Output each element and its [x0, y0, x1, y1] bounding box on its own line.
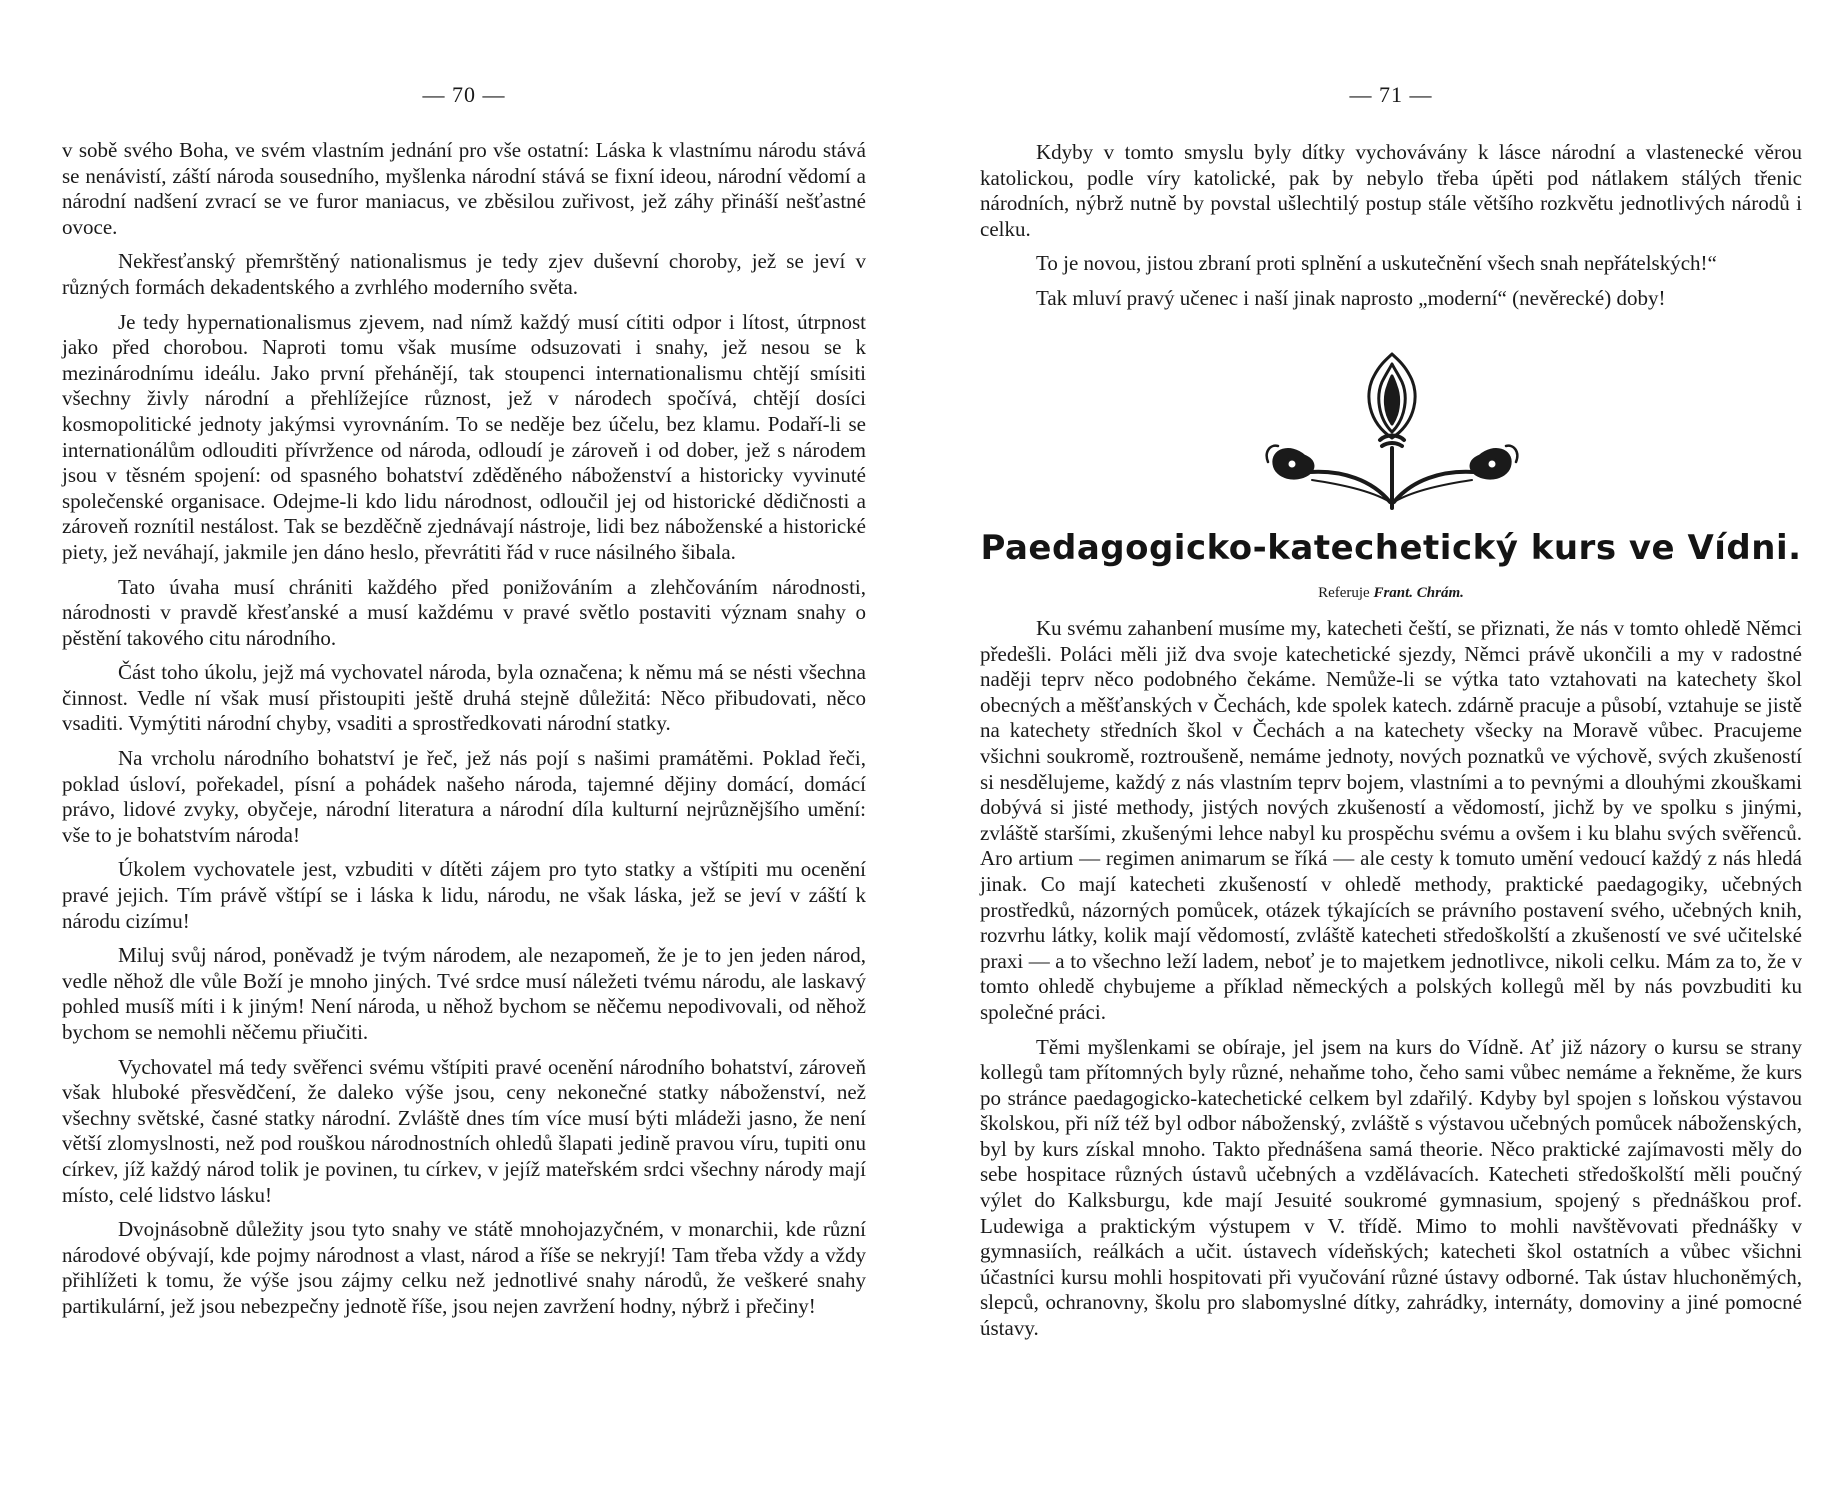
paragraph: Miluj svůj národ, poněvadž je tvým národem, ale nezapomeň, že je to jen jeden národ, vedle něhož dle vůle Boží je mnoho jiných. Tvé srdce musí náležeti tvému národu, ale laskavý pohled musíš míti i k jiným! Není národa, u něhož bychom se něčemu nepodivovali, od něhož bychom se nemohli něčemu přiučiti.: [62, 943, 866, 1044]
article-title: Paedagogicko-katechetický kurs ve Vídni.: [980, 528, 1802, 568]
paragraph: Těmi myšlenkami se obíraje, jel jsem na kurs do Vídně. Ať již názory o kursu se strany kollegů tam přítomných byly různé, nehaňme toho, čeho sami vůbec nemáme a řekněme, že kurs po stránce paedagogicko-katechetické celkem byl zdařilý. Kdyby byl spojen s loňskou výstavou školskou, při níž též byl odbor náboženský, zvláště s výstavou učebných pomůcek náboženských, byl by kurs získal mnoho. Takto přednášena samá theorie. Něco praktické zajímavosti měly do sebe hospitace různých ústavů učebných a vzdělávacích. Katecheti středoškolští měli poučný výlet do Kalksburgu, kde mají Jesuité soukromé gymnasium, spojený s přednáškou prof. Ludewiga a praktickým výstupem v V. třídě. Mimo to mohli navštěvovati přednášky v gymnasiích, reálkách a učit. ústavech vídeňských; katecheti škol ostatních a vůbec všichni účastníci kursu mohli hospitovati při vyučování různé ústavy odborné. Tak ústav hluchoněmých, slepců, ochranovny, školu pro slabomyslné dítky, zahrádky, internáty, domoviny a jiné pomocné ústavy.: [980, 1034, 1802, 1341]
byline-prefix: Referuje: [1318, 585, 1370, 601]
paragraph: Část toho úkolu, jejž má vychovatel národa, byla označena; k němu má se nésti všechna činnost. Vedle ní však musí přistoupiti ještě druhá stejně důležitá: Něco přibudovati, něco vsaditi. Vymýtiti národní chyby, vsaditi a sprostředkovati národní statky.: [62, 660, 866, 736]
paragraph: v sobě svého Boha, ve svém vlastním jednání pro vše ostatní: Láska k vlastnímu národu stává se nenávistí, záští národa sousedního, myšlenka národní stává se fixní ideou, národní vědomí a národní nadšení zvrací se ve furor maniacus, ve zběsilou zuřivost, jež záhy přináší nešťastné ovoce.: [62, 138, 866, 239]
paragraph: Dvojnásobně důležity jsou tyto snahy ve státě mnohojazyčném, v monarchii, kde různí národové obývají, kde pojmy národnost a vlast, národ a říše se nekryjí! Tam třeba vždy a vždy přihlížeti k tomu, že výše jsou zájmy celku než jednotlivé snahy národů, že veškeré snahy partikulární, jež jsou nebezpečny jednotě říše, jsou nejen zavržení hodny, nýbrž i přečiny!: [62, 1217, 866, 1318]
paragraph: Vychovatel má tedy svěřenci svému vštípiti pravé ocenění národního bohatství, zároveň však hluboké přesvědčení, že daleko výše jsou, ceny nekonečné statky náboženství, než všechny světské, časné statky národní. Zvláště dnes tím více musí býti mládeži jasno, že není větší zlomyslnosti, než pod rouškou národnostních ohledů šlapati jedině pravou víru, tupiti onu církev, jíž každý národ tolik je povinen, tu církev, v jejíž mateřském srdci všechny národy mají místo, celé lidstvo lásku!: [62, 1054, 866, 1207]
paragraph: Na vrcholu národního bohatství je řeč, jež nás pojí s našimi pramátěmi. Poklad řeči, poklad úsloví, pořekadel, písní a pohádek našeho národa, tajemné dějiny domácí, domácí právo, lidové zvyky, obyčeje, národní literatura a národní díla kulturní nejrůznějšího umění: vše to je bohatstvím národa!: [62, 746, 866, 847]
paragraph: Tak mluví pravý učenec i naší jinak naprosto „moderní“ (nevěrecké) doby!: [1036, 285, 1666, 310]
article-text: [980, 616, 1802, 1351]
paragraph: Úkolem vychovatele jest, vzbuditi v dítěti zájem pro tyto statky a vštípiti mu ocenění pravé jejich. Tím právě vštípí se i láska k lidu, národu, ne však láska, jež se jeví v záští k národu cizímu!: [62, 857, 866, 933]
right-page: [980, 0, 1802, 1500]
byline: [980, 585, 1802, 602]
right-page-text: [980, 140, 1802, 321]
page-number-left: — 70 —: [422, 82, 506, 107]
page-number-right: — 71 —: [1349, 82, 1433, 107]
paragraph: Tato úvaha musí chrániti každého před ponižováním a zlehčováním národnosti, národnosti v pravdě křesťanské a musí každému v pravé světlo postaviti význam snahy o pěstění takového citu národního.: [62, 574, 866, 650]
paragraph: To je novou, jistou zbraní proti splnění a uskutečnění všech snah nepřátelských!“: [1036, 251, 1717, 276]
paragraph: Ku svému zahanbení musíme my, katecheti čeští, se přiznati, že nás v tomto ohledě Němci předešli. Poláci měli již dva svoje katechetické sjezdy, Němci právě ukončili a my v radostné naději teprv něco podobného čekáme. Nemůže-li se výtka tato vztahovati na katechety škol obecných a měšťanských v Čechách, kde spolek katech. zdárně pracuje a působí, vztahuje se jistě na katechety středních škol v Čechách a na katechety všecky na Moravě vůbec. Pracujeme všichni soukromě, roztroušeně, nemáme jednoty, nových poznatků ve výchově, svých zkušeností si nesdělujeme, každý z nás vlastním teprv bojem, vlastními a to pevnými a dlouhými zkouškami dobývá si jisté methody, jistých nových zkušeností a vědomostí, jichž by ve spolku s jinými, zvláště staršími, zkušenými lehce nabyl ku prospěchu svému a ovšem i ku blahu svých svěřenců. Aro artium — regimen animarum se říká — ale cesty k tomuto umění vedoucí každý z nás hledá jinak. Co mají katecheti zkušeností v ohledě methody, praktické paedagogiky, učebných prostředků, názorných pomůcek, otázek týkajících se právního postavení svého, učebných knih, rozvrhu látky, kolik mají vědomostí, zvláště katecheti středoškolští a zkušeností ve své učitelské praxi — a to všechno leží ladem, neboť je to majetkem jednotlivce, nikoli celku. Mám za to, že v tomto ohledě chybujeme a příklad německých a polských kollegů měl by nás povzbuditi ku společné práci.: [980, 616, 1802, 1024]
lily-ornament-icon: [1260, 352, 1524, 510]
paragraph: Je tedy hypernationalismus zjevem, nad nímž každý musí cítiti odpor i lítost, útrpnost jako před chorobou. Naproti tomu však musíme odsuzovati i snahy, jež nesou se k mezinárodnímu ideálu. Jako první přehánějí, tak stoupenci internationalismu chtějí smísiti všechny živly národní a přehlížejíce různost, jež v národech spočívá, chtějí dosíci kosmopolitické jednoty jakýmsi vyrovnáním. To se neděje bez účelu, bez klamu. Podaří-li se internationálům odlouditi přívržence od národa, odloudí je zároveň i od dober, jež s národem jsou v těsném spojení: od spasného bohatství zděděného náboženství a historicky vyvinuté společenské organisace. Odejme-li kdo lidu národnost, odloučil jej od historické dědičnosti a zároveň roznítil nestálost. Tak se bezděčně zjednávají nástroje, lidi bez náboženské a historické piety, jež neváhají, jakmile jen dáno heslo, převrátiti řád v ruce násilného šibala.: [62, 309, 866, 564]
byline-author: Frant. Chrám.: [1373, 585, 1464, 601]
paragraph: Nekřesťanský přemrštěný nationalismus je tedy zjev duševní choroby, jež se jeví v různých formách dekadentského a zvrhlého moderního světa.: [62, 249, 866, 299]
left-page-text: [62, 138, 866, 1329]
paragraph: Kdyby v tomto smyslu byly dítky vychovávány k lásce národní a vlastenecké věrou katolickou, podle víry katolické, pak by nebylo třeba úpěti pod nátlakem stálých třenic národních, nýbrž nutně by povstal ušlechtilý postup stále většího rozkvětu jednotlivých národů i celku.: [980, 140, 1802, 241]
left-page: [62, 0, 866, 1500]
